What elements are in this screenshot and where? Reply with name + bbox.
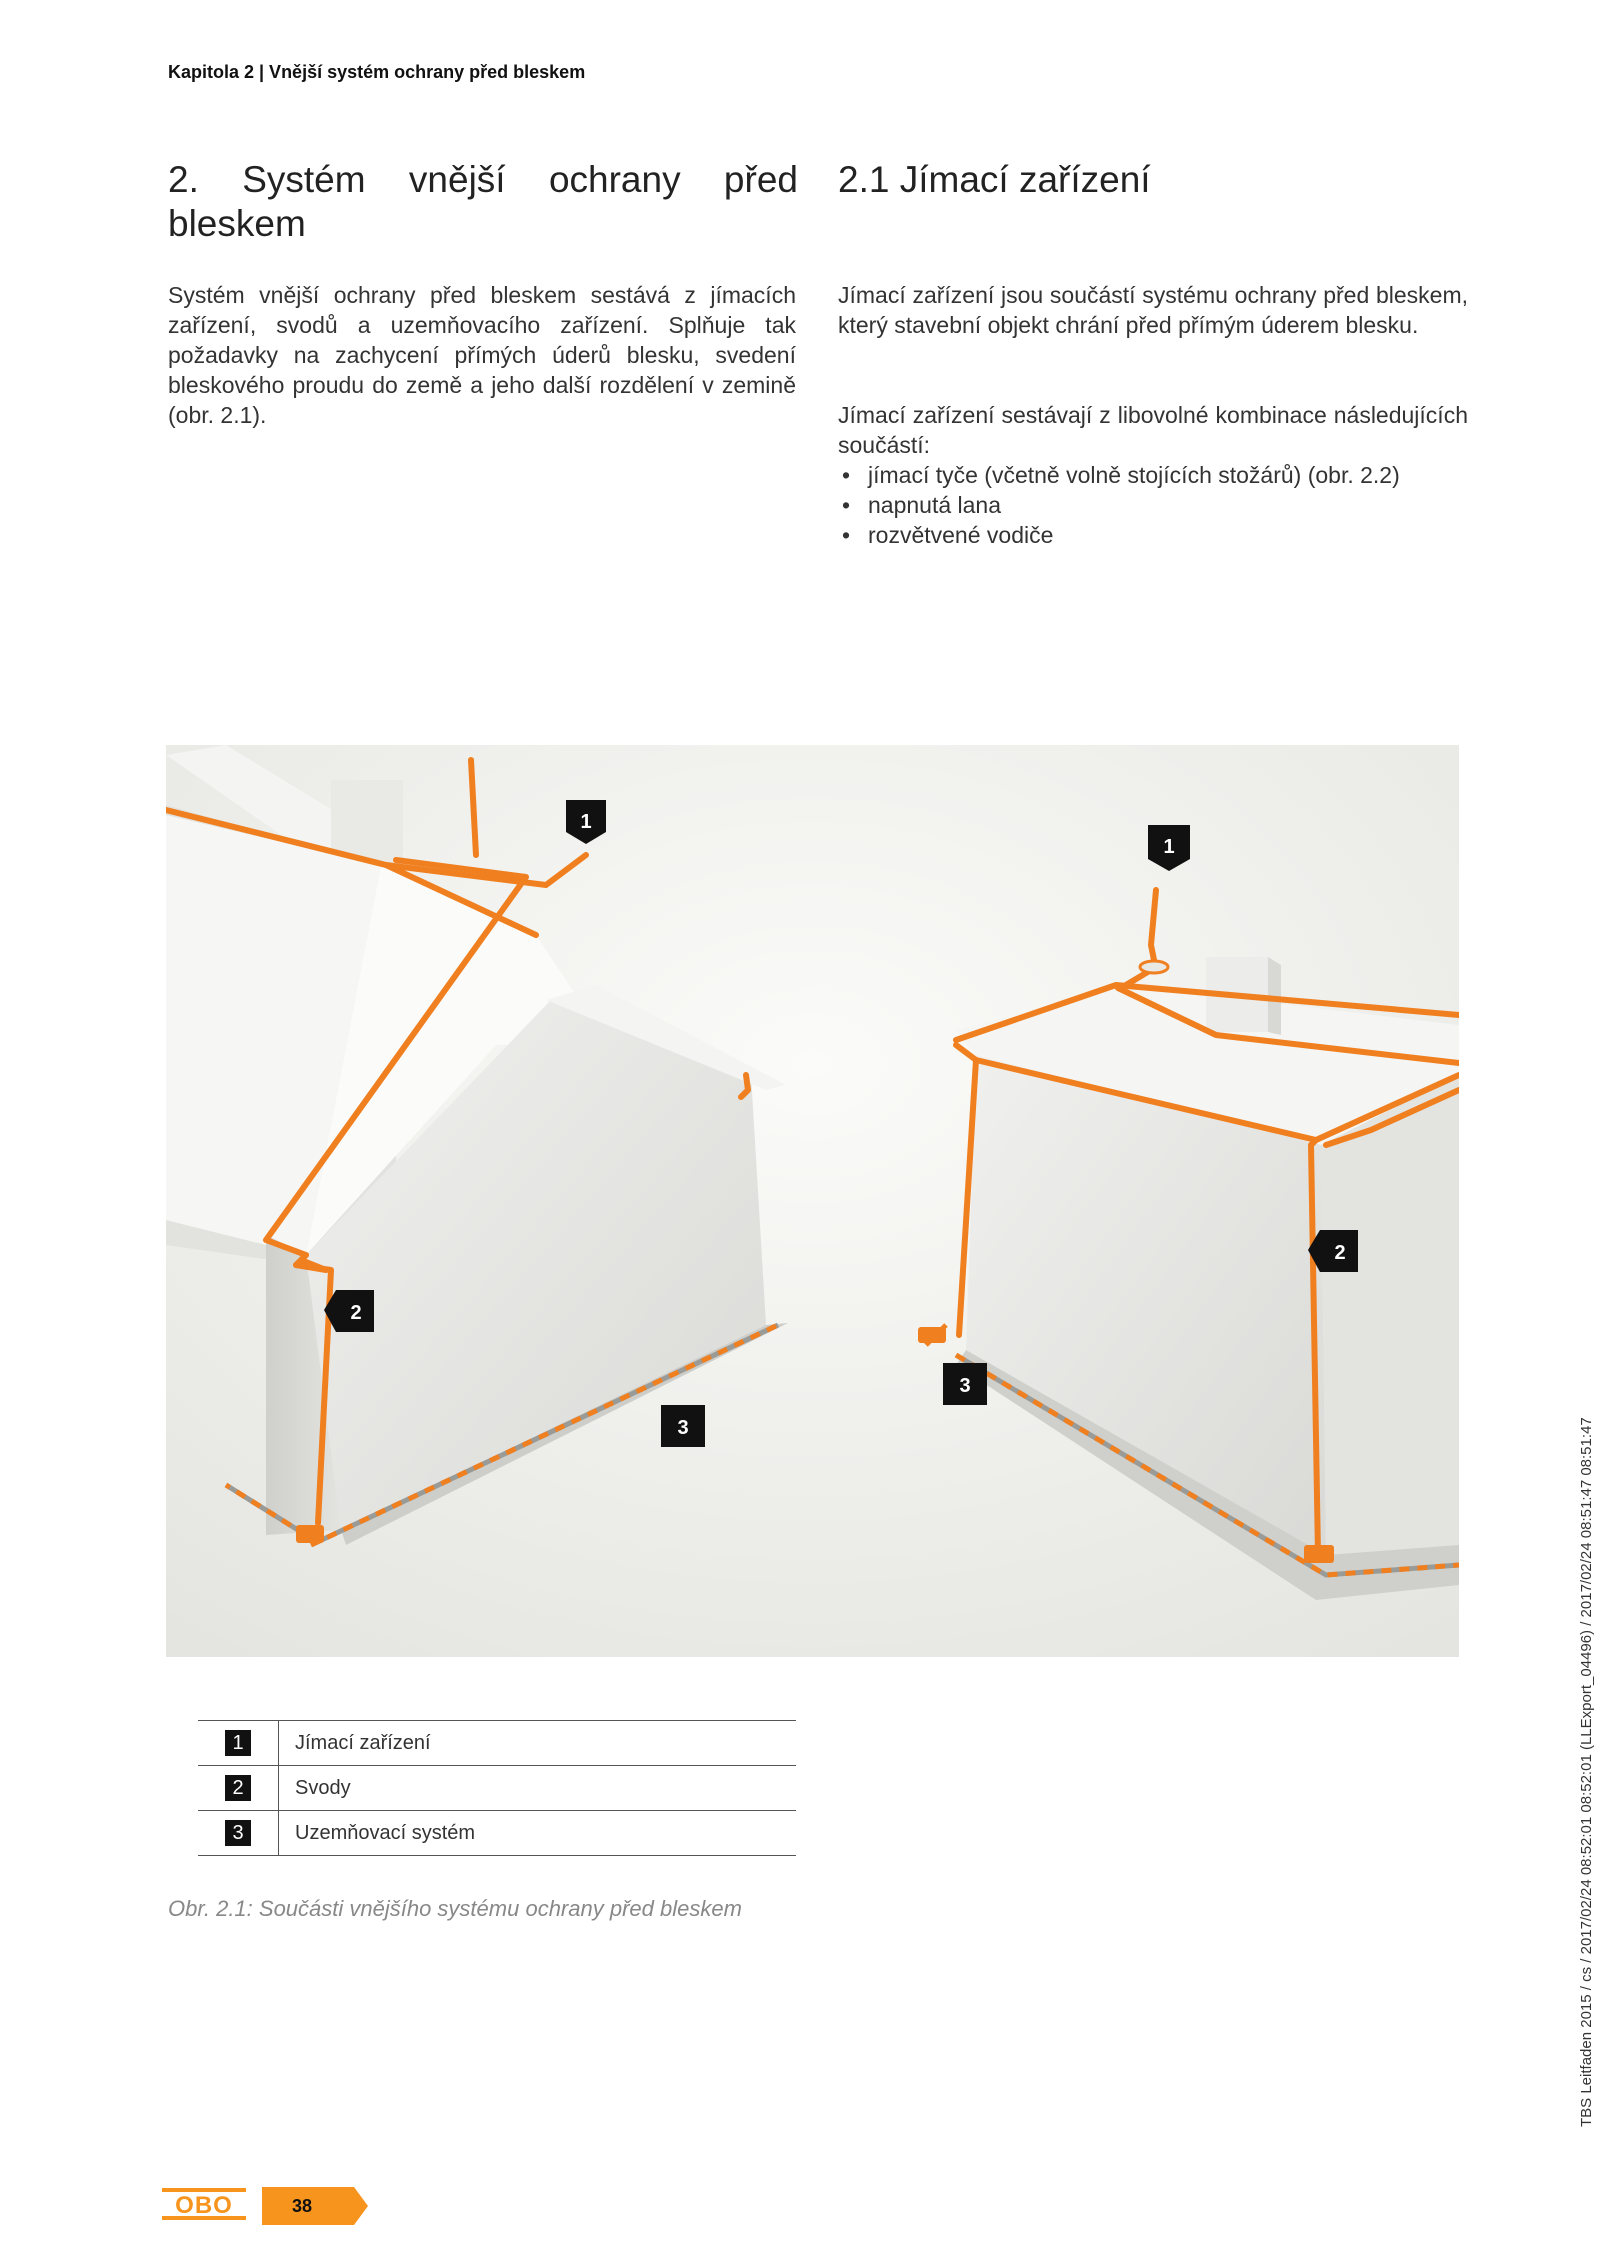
legend-label: Uzemňovací systém (279, 1811, 797, 1856)
legend-number: 3 (225, 1820, 251, 1846)
list-item: • napnutá lana (838, 490, 1468, 520)
intro-paragraph: Systém vnější ochrany před bleskem sestává z jímacích zařízení, svodů a uzemňovacího zařízení. Splňuje tak požadavky na zachycení přímých úderů blesku, svedení bleskového proudu do země a jeho další rozdělení v zemině (obr. 2.1). (168, 282, 796, 428)
print-metadata-note: TBS Leitfaden 2015 / cs / 2017/02/24 08:52:01 08:52:01 (LLExport_04496) / 2017/02/24 08:51:47 08:51:47 (1578, 1417, 1595, 2127)
section-title-external-protection: 2. Systém vnější ochrany před bleskem (168, 159, 798, 244)
obo-logo (162, 2186, 246, 2222)
table-row (198, 1721, 796, 1766)
air-termination-components-list (838, 460, 1468, 550)
svg-text:1: 1 (580, 811, 592, 833)
svg-text:2: 2 (1334, 1242, 1346, 1264)
svg-text:1: 1 (1163, 836, 1175, 858)
svg-text:3: 3 (959, 1375, 971, 1397)
legend-number: 1 (225, 1730, 251, 1756)
section-title-air-termination: 2.1 Jímací zařízení (838, 159, 1151, 200)
legend-label: Jímací zařízení (279, 1721, 797, 1766)
svg-text:2: 2 (350, 1302, 362, 1324)
running-head: Kapitola 2 | Vnější systém ochrany před bleskem (168, 62, 586, 82)
svg-text:3: 3 (677, 1417, 689, 1439)
legend-label: Svody (279, 1766, 797, 1811)
legend-number: 2 (225, 1775, 251, 1801)
lightning-protection-illustration (166, 745, 1459, 1657)
marker-earthing-house (661, 1405, 705, 1447)
table-row (198, 1766, 796, 1811)
air-termination-paragraph-2: Jímací zařízení sestávají z libovolné kombinace následujících součástí: (838, 402, 1468, 458)
table-row (198, 1811, 796, 1856)
list-item: • rozvětvené vodiče (838, 520, 1468, 550)
illustration-canvas (166, 745, 1459, 1657)
air-termination-paragraph-1: Jímací zařízení jsou součástí systému ochrany před bleskem, který stavební objekt chrání před přímým úderem blesku. (838, 282, 1468, 338)
svg-text:OBO: OBO (175, 2192, 233, 2219)
page-number: 38 (291, 2196, 313, 2216)
marker-earthing-flat (943, 1363, 987, 1405)
figure-legend-table (198, 1720, 796, 1856)
figure-caption: Obr. 2.1: Součásti vnějšího systému ochrany před bleskem (168, 1896, 742, 1921)
list-item: • jímací tyče (včetně volně stojících stožárů) (obr. 2.2) (838, 460, 1468, 490)
